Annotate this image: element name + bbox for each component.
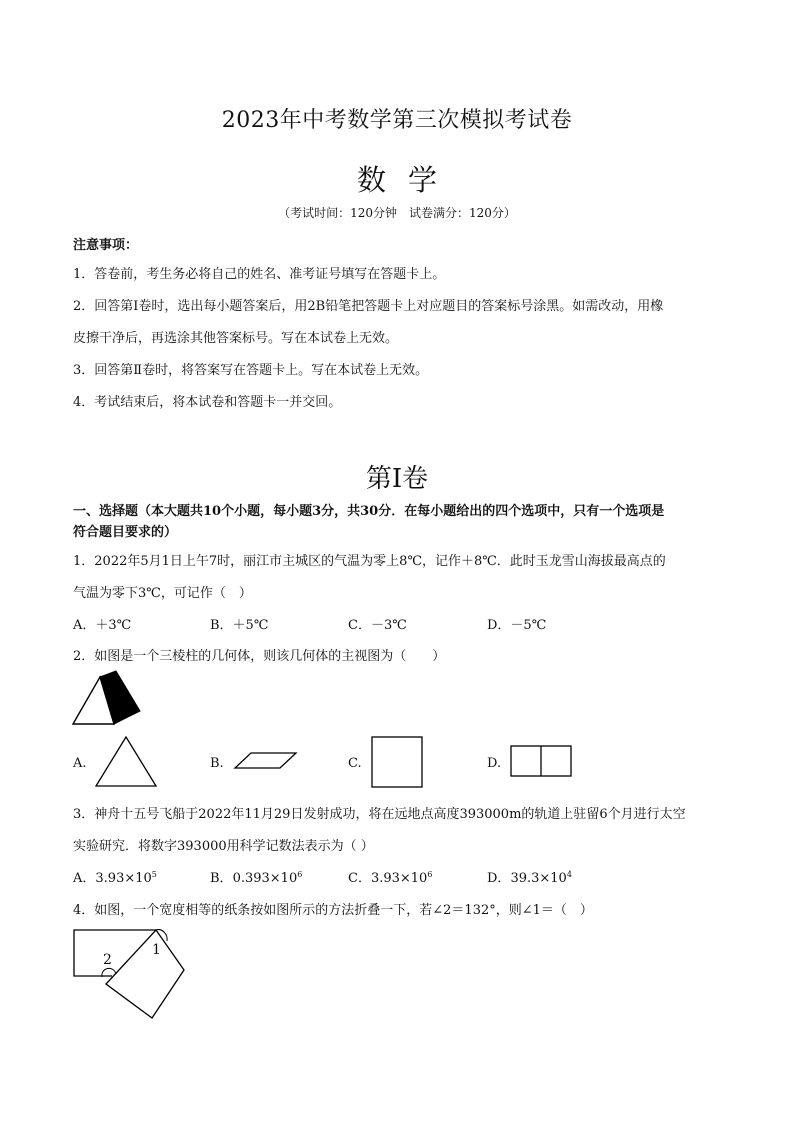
q3-option-a-exponent: 5 xyxy=(151,870,157,879)
q3-option-b-exponent: 6 xyxy=(297,870,303,879)
note-item-2-line-1: 2．回答第Ⅰ卷时，选出每小题答案后，用2B铅笔把答题卡上对应题目的答案标号涂黑。如需改动，用橡 xyxy=(73,299,664,314)
note-item-1: 1．答卷前，考生务必将自己的姓名、准考证号填写在答题卡上。 xyxy=(73,267,446,282)
q2-stem: 2．如图是一个三棱柱的几何体，则该几何体的主视图为（ ） xyxy=(73,649,446,664)
q3-stem-line-2: 实验研究．将数字393000用科学记数法表示为（ ） xyxy=(73,839,374,854)
notes-heading: 注意事项： xyxy=(73,238,139,253)
q2-option-b-parallelogram xyxy=(234,752,298,770)
angle-2-label: 2 xyxy=(103,952,112,968)
exam-title: 2023年中考数学第三次模拟考试卷 xyxy=(221,108,573,133)
q3-option-c xyxy=(348,867,432,886)
q2-option-d: D. xyxy=(487,756,502,771)
section-1-heading-line-2: 符合题目要求的） xyxy=(73,525,178,540)
q1-option-d: D．－5℃ xyxy=(487,618,547,633)
q3-option-d-exponent: 4 xyxy=(566,870,572,879)
note-item-2-line-2: 皮擦干净后，再选涂其他答案标号。写在本试卷上无效。 xyxy=(73,331,399,346)
q2-option-a: A. xyxy=(73,756,87,771)
q3-option-d-letter: D． xyxy=(487,871,511,886)
exam-info: （考试时间：120分钟 试卷满分：120分） xyxy=(278,206,516,220)
q3-option-a-mantissa: 3.93×10 xyxy=(95,871,152,886)
q2-option-b: B. xyxy=(210,756,224,771)
q2-option-a-triangle xyxy=(95,736,157,788)
triangular-prism-figure xyxy=(72,670,142,726)
q4-stem: 4．如图，一个宽度相等的纸条按如图所示的方法折叠一下，若∠2＝132°，则∠1＝（ ） xyxy=(73,903,593,918)
q3-option-b-mantissa: 0.393×10 xyxy=(232,871,298,886)
angle-1-label: 1 xyxy=(152,942,161,958)
subject-title: 数学 xyxy=(356,163,459,197)
q2-option-c-square xyxy=(371,736,423,788)
q3-option-b xyxy=(210,867,302,886)
q2-option-d-divided-rectangle xyxy=(510,745,572,777)
q1-stem-line-1: 1．2022年5月1日上午7时，丽江市主城区的气温为零上8℃，记作＋8℃．此时玉龙雪山海拔最高点的 xyxy=(73,554,666,569)
q3-option-b-letter: B． xyxy=(210,871,233,886)
note-item-4: 4．考试结束后，将本试卷和答题卡一并交回。 xyxy=(73,395,342,410)
q1-option-c: C．－3℃ xyxy=(348,618,407,633)
q1-option-a: A．＋3℃ xyxy=(73,618,132,633)
q3-option-c-letter: C． xyxy=(348,871,371,886)
section-1-heading-line-1: 一、选择题（本大题共10个小题，每小题3分，共30分．在每小题给出的四个选项中，只有一个选项是 xyxy=(73,504,665,519)
folded-strip-figure xyxy=(72,926,192,1026)
q3-option-a-letter: A． xyxy=(73,871,96,886)
q3-option-c-mantissa: 3.93×10 xyxy=(370,871,428,886)
q1-option-b: B．＋5℃ xyxy=(210,618,269,633)
volume-title: 第Ⅰ卷 xyxy=(365,464,429,494)
q3-stem-line-1: 3．神舟十五号飞船于2022年11月29日发射成功，将在远地点高度393000m的轨道上驻留6个月进行太空 xyxy=(73,807,686,822)
q3-option-d xyxy=(487,867,572,886)
q3-option-a xyxy=(73,867,157,886)
note-item-3: 3．回答第Ⅱ卷时，将答案写在答题卡上。写在本试卷上无效。 xyxy=(73,363,429,378)
q2-option-c: C. xyxy=(348,756,362,771)
q3-option-c-exponent: 6 xyxy=(427,870,433,879)
q3-option-d-mantissa: 39.3×10 xyxy=(510,871,567,886)
q1-stem-line-2: 气温为零下3℃，可记作（ ） xyxy=(73,586,252,601)
